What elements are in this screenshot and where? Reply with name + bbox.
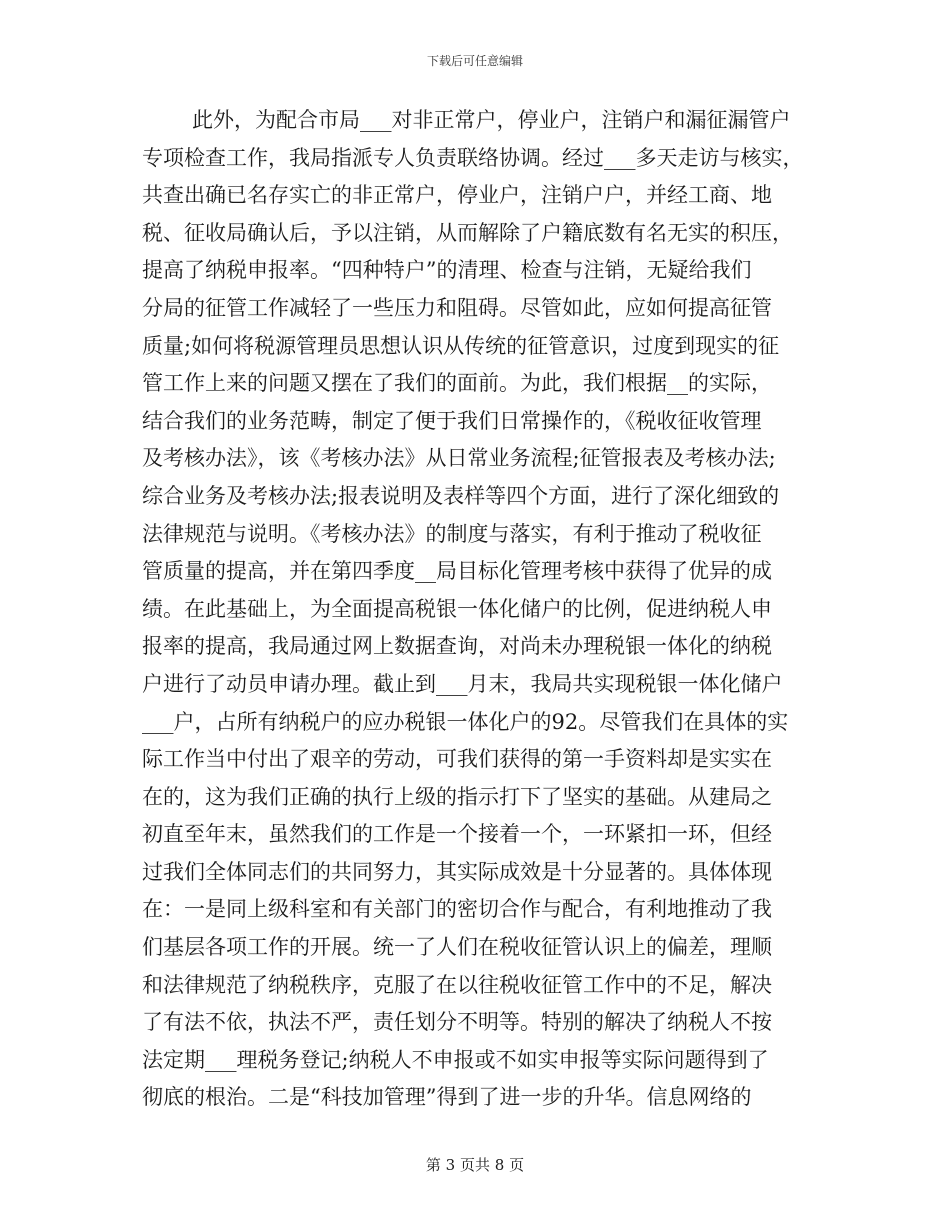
- body-line: 法律规范与说明。《考核办法》的制度与落实，有利于推动了税收征: [142, 521, 762, 546]
- body-line: 质量;如何将税源管理员思想认识从传统的征管意识，过度到现实的征: [142, 333, 780, 358]
- body-line: 税、征收局确认后，予以注销，从而解除了户籍底数有名无实的积压，: [142, 220, 793, 245]
- body-line: 了有法不依，执法不严，责任划分不明等。特别的解决了纳税人不按: [142, 1010, 772, 1035]
- body-line: 绩。在此基础上，为全面提高税银一体化储户的比例，促进纳税人申: [142, 596, 772, 621]
- body-line: 综合业务及考核办法;报表说明及表样等四个方面，进行了深化细致的: [142, 483, 780, 508]
- body-line: 初直至年末，虽然我们的工作是一个接着一个，一环紧扣一环，但经: [142, 822, 772, 847]
- body-line: 共查出确已名存实亡的非正常户，停业户，注销户户，并经工商、地: [142, 183, 772, 208]
- page-number: 第 3 页共 8 页: [425, 1156, 525, 1174]
- body-line: 分局的征管工作减轻了一些压力和阻碍。尽管如此，应如何提高征管: [142, 295, 772, 320]
- body-line: 过我们全体同志们的共同努力，其实际成效是十分显著的。具体体现: [142, 859, 772, 884]
- page-header-note: 下载后可任意编辑: [426, 54, 523, 68]
- body-line: 及考核办法》，该《考核办法》从日常业务流程;征管报表及考核办法;: [142, 446, 776, 471]
- body-line: 管质量的提高，并在第四季度__局目标化管理考核中获得了优异的成: [142, 559, 772, 584]
- body-line: 彻底的根治。二是“科技加管理”得到了进一步的升华。信息网络的: [142, 1085, 752, 1110]
- body-line: 法定期___理税务登记;纳税人不申报或不如实申报等实际问题得到了: [142, 1047, 769, 1072]
- body-line: ___户，占所有纳税户的应办税银一体化户的92。尽管我们在具体的实: [142, 709, 789, 734]
- body-line: 际工作当中付出了艰辛的劳动，可我们获得的第一手资料却是实实在: [142, 747, 772, 772]
- body-line: 管工作上来的问题又摆在了我们的面前。为此，我们根据__的实际，: [142, 371, 772, 396]
- body-line: 结合我们的业务范畴，制定了便于我们日常操作的，《税收征收管理: [142, 408, 762, 433]
- body-line: 在的，这为我们正确的执行上级的指示打下了坚实的基础。从建局之: [142, 784, 772, 809]
- body-line: 专项检查工作，我局指派专人负责联络协调。经过___多天走访与核实，: [142, 145, 804, 170]
- body-line: 此外，为配合市局___对非正常户，停业户，注销户和漏征漏管户: [192, 108, 791, 132]
- body-line: 户进行了动员申请办理。截止到___月末，我局共实现税银一体化储户: [142, 671, 783, 696]
- body-line: 们基层各项工作的开展。统一了人们在税收征管认识上的偏差，理顺: [142, 935, 772, 960]
- body-line: 在：一是同上级科室和有关部门的密切合作与配合，有利地推动了我: [142, 897, 772, 922]
- document-body: [142, 102, 814, 1117]
- body-line: 提高了纳税申报率。“四种特户”的清理、检查与注销，无疑给我们: [142, 258, 752, 283]
- body-line: 和法律规范了纳税秩序，克服了在以往税收征管工作中的不足，解决: [142, 972, 772, 997]
- body-line: 报率的提高，我局通过网上数据查询，对尚未办理税银一体化的纳税: [142, 634, 772, 659]
